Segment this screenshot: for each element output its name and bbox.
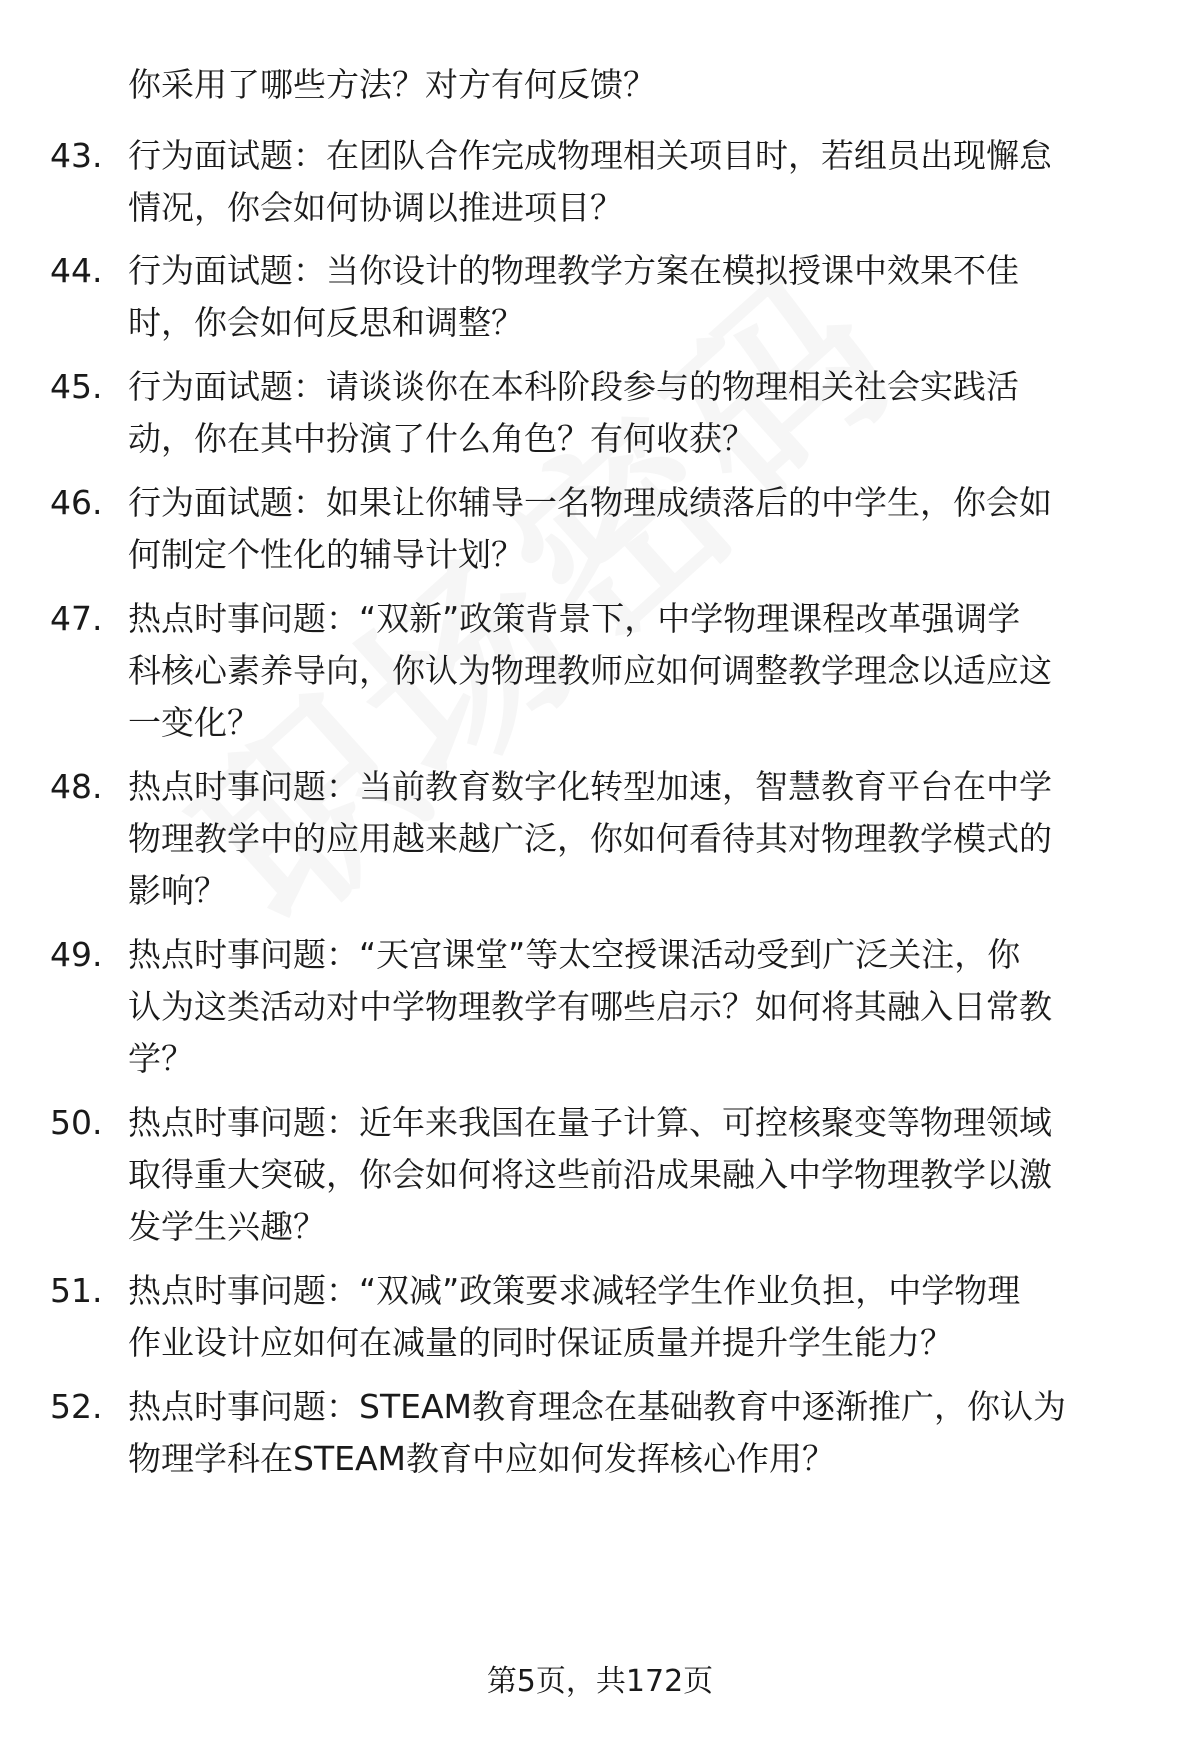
question-item-51 bbox=[50, 1265, 1150, 1369]
question-item-43 bbox=[50, 130, 1150, 234]
question-number: 46. bbox=[50, 483, 103, 522]
question-number: 52. bbox=[50, 1387, 103, 1426]
question-item-45 bbox=[50, 361, 1150, 465]
question-item-49 bbox=[50, 929, 1150, 1085]
question-number: 48. bbox=[50, 767, 103, 806]
question-text: 热点时事问题：“双新”政策背景下，中学物理课程改革强调学 科核心素养导向，你认为物理教师应如何调整教学理念以适应这 一变化？ bbox=[128, 599, 1052, 742]
question-text: 行为面试题：当你设计的物理教学方案在模拟授课中效果不佳 时，你会如何反思和调整？ bbox=[128, 251, 1019, 342]
question-number: 43. bbox=[50, 136, 103, 175]
question-text: 热点时事问题：近年来我国在量子计算、可控核聚变等物理领域 取得重大突破，你会如何将这些前沿成果融入中学物理教学以激 发学生兴趣？ bbox=[128, 1103, 1052, 1246]
question-number: 44. bbox=[50, 251, 103, 290]
question-number: 50. bbox=[50, 1103, 103, 1142]
question-number: 47. bbox=[50, 599, 103, 638]
question-number: 51. bbox=[50, 1271, 103, 1310]
question-text: 热点时事问题：“双减”政策要求减轻学生作业负担，中学物理 作业设计应如何在减量的同时保证质量并提升学生能力？ bbox=[128, 1271, 1021, 1362]
question-text: 行为面试题：在团队合作完成物理相关项目时，若组员出现懈怠 情况，你会如何协调以推进项目？ bbox=[128, 136, 1052, 227]
carry-over-line: 你采用了哪些方法？对方有何反馈？ bbox=[128, 65, 656, 104]
question-item-47 bbox=[50, 593, 1150, 749]
question-item-44 bbox=[50, 245, 1150, 349]
question-text: 热点时事问题：“天宫课堂”等太空授课活动受到广泛关注，你 认为这类活动对中学物理教学有哪些启示？如何将其融入日常教 学？ bbox=[128, 935, 1052, 1078]
question-item-48 bbox=[50, 761, 1150, 917]
question-number: 45. bbox=[50, 367, 103, 406]
question-item-50 bbox=[50, 1097, 1150, 1253]
question-text: 行为面试题：请谈谈你在本科阶段参与的物理相关社会实践活 动，你在其中扮演了什么角色？有何收获？ bbox=[128, 367, 1019, 458]
question-text: 热点时事问题：STEAM教育理念在基础教育中逐渐推广，你认为 物理学科在STEAM教育中应如何发挥核心作用？ bbox=[128, 1387, 1067, 1478]
question-item-52 bbox=[50, 1381, 1150, 1485]
question-text: 行为面试题：如果让你辅导一名物理成绩落后的中学生，你会如 何制定个性化的辅导计划？ bbox=[128, 483, 1052, 574]
question-number: 49. bbox=[50, 935, 103, 974]
page-footer: 第5页，共172页 bbox=[486, 1664, 714, 1699]
question-text: 热点时事问题：当前教育数字化转型加速，智慧教育平台在中学 物理教学中的应用越来越广泛，你如何看待其对物理教学模式的 影响？ bbox=[128, 767, 1052, 910]
question-item-46 bbox=[50, 477, 1150, 581]
